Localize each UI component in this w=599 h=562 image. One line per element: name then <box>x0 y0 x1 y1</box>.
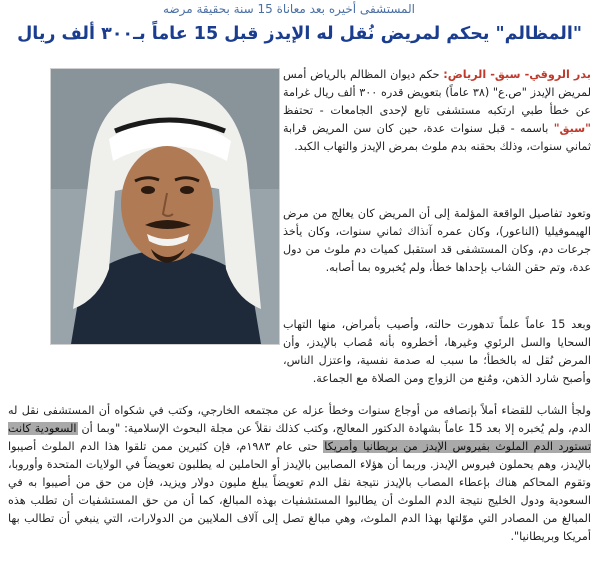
paragraph-4-selection[interactable]: السعودية كانت تستورد الدم الملوث بفيروس الإيدز من بريطانيا وأمريكا <box>8 422 591 453</box>
article-headline[interactable]: "المظالم" يحكم لمريض نُقل له الإيدز قبل 15 عاماً بـ٣٠٠ ألف ريال <box>17 24 582 44</box>
paragraph-1-highlight: "سبق" <box>553 122 591 135</box>
article-subtitle: المستشفى أخيره بعد معاناة 15 سنة بحقيقة مرضه <box>163 2 415 16</box>
paragraph-2-text: وتعود تفاصيل الواقعة المؤلمة إلى أن المريض كان يعالج من مرض الهيموفيليا (الناعور)، وكان عمره آنذاك ثماني سنوات، وكان يأخذ جرعات دم، وكان المستشفى قد استقبل كميات دم ملوث من دول عدة، وتم حقن الشاب بإحداها خطأ، ولم يُخبروه بما أصابه. <box>283 207 591 274</box>
article-byline: بدر الروقي- سبق- الرياض: <box>443 68 591 81</box>
article-paragraph-2 <box>283 205 591 277</box>
article-paragraph-4 <box>8 402 591 546</box>
portrait-photo <box>50 68 280 345</box>
paragraph-4-text: ولجأ الشاب للقضاء أملاً بإنصافه من أوجاع سنوات وخطأ عزله عن مجتمعه الخارجي، وكتب في شكواه أن المستشفى نقل له الدم، ولم يُخبره إلا بعد 15 عاماً بشهادة الدكتور المعالج، وكتب كذلك نقلاً عن مجلة البحوث الإسلامية: "وبما أن <box>8 404 591 435</box>
paragraph-4-text-2: حتى عام ١٩٨٣م، فإن كثيرين ممن تلقوا هذا الدم الملوث أصيبوا بالإيدز، وهم يحملون فيروس الإيدز. وربما أن هؤلاء المصابين بالإيدز أو الحاملين له يطلبون تعويضاً في الولايات المتحدة وأوروبا، وتقوم المحاكم هناك بإعطاء المصاب بالإيدز نتيجة نقل الدم تعويضاً يبلغ مليون دولار ويزيد، فإن من حق من أصيبوا به في السعودية ودول الخليج نتيجة الدم الملوث أن يطالبوا المستشفيات بهذه المبالغ، كما أن من حق المستشفيات أن تطلب هذه المبالغ من المصادر التي موّلتها بهذا الدم الملوث، وهي مبالغ تصل إلى آلاف الملايين من الدولارات، التي ينبغي أن تطالب بها أمريكا وبريطانيا". <box>8 440 591 543</box>
paragraph-1-text-2: باسمه - قبل سنوات عدة، حين كان سن المريض قرابة ثماني سنوات، وذلك بحقنه بدم ملوث بمرض الإيدز والتهاب الكبد. <box>283 122 591 153</box>
article-paragraph-1 <box>283 66 591 156</box>
paragraph-3-text: وبعد 15 عاماً علماً تدهورت حالته، وأصيب بأمراض، منها التهاب السحايا والسل الرئوي وغيرها، أخطروه بأنه مُصاب بالإيدز، وأن المرض نُقل له بالخطأ؛ ما سبب له صدمة نفسية، واعتزل الناس، وأصبح شارد الذهن، ومُنع من الزواج ومن الصلاة مع الجماعة. <box>283 318 591 385</box>
portrait-photo-icon <box>51 69 279 344</box>
paragraph-1-text: حكم ديوان المظالم بالرياض أمس لمريض الإيدز "ص.ع" (٣٨ عاماً) بتعويض قدره ٣٠٠ ألف ريال غرامة عن خطأ طبي ارتكبه مستشفى تابع لإحدى الجامعات - تحتفظ <box>283 68 592 117</box>
article-paragraph-3 <box>283 316 591 388</box>
